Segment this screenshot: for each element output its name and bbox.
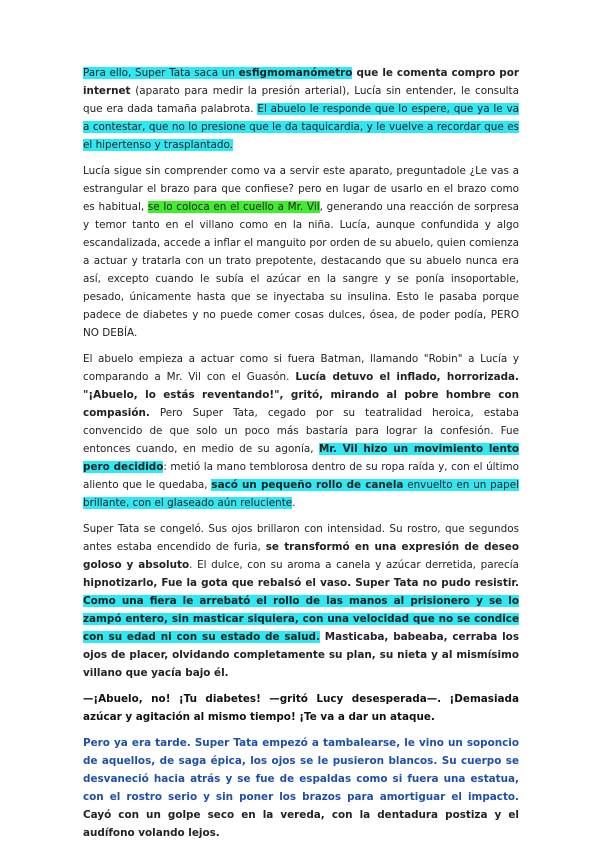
text-segment: : metió la mano temblorosa dentro de su ropa raída y, con el último aliento que le quedaba, — [83, 461, 519, 491]
text-segment: Pero ya era tarde. Super Tata empezó a tambalearse, le vino un soponcio de aquellos, de saga épica, los ojos se le pusieron blancos. Su cuerpo se desvaneció hacia atrás y se fue de espaldas como si fuera una estatua, con el rostro serio y sin poner los brazos para amortiguar el impacto. — [83, 737, 519, 803]
text-segment: Pero Super Tata, cegado por su teatralidad heroica, estaba convencido de que solo un poco más bastaría para lograr la confesión. Fue entonces cuando, en medio de su agonía, — [83, 407, 519, 455]
text-segment: El abuelo empieza a actuar como si fuera Batman, llamando "Robin" a Lucía y comparando a Mr. Vil con el Guasón. — [83, 353, 519, 383]
highlighted-text: se lo coloca en el cuello a Mr. Vil — [147, 201, 320, 213]
text-segment: Cayó con un golpe seco en la vereda, con la dentadura postiza y el audífono volando lejos. — [83, 809, 519, 839]
paragraph — [83, 690, 519, 726]
text-segment: . — [292, 497, 296, 509]
paragraph — [83, 734, 519, 842]
highlighted-text: El abuelo le responde que lo espere, que ya le va a contestar, que no lo presione que le da taquicardia, y le vuelve a recordar que es el hipertenso y trasplantado. — [83, 103, 519, 151]
paragraph — [83, 350, 519, 512]
paragraph — [83, 64, 519, 154]
text-segment: hipnotizarlo, Fue la gota que rebalsó el vaso. Super Tata no pudo resistir. — [83, 577, 519, 589]
highlighted-text: Para ello, Super Tata saca un — [83, 67, 239, 79]
highlighted-text: Mr. Vil hizo un movimiento lento pero decidido — [83, 443, 519, 473]
text-segment: —¡Abuelo, no! ¡Tu diabetes! —gritó Lucy desesperada—. ¡Demasiada azúcar y agitación al mismo tiempo! ¡Te va a dar un ataque. — [83, 693, 519, 723]
highlighted-text: sacó un pequeño rollo de canela — [211, 479, 404, 491]
text-segment: Lucía sigue sin comprender como va a servir este aparato, preguntadole ¿Le vas a estrangular el brazo para que confiese? pero en lugar de usarlo en el brazo como es habitual, — [83, 165, 519, 213]
text-segment: . El dulce, con su aroma a canela y azúcar derretida, parecía — [189, 559, 519, 571]
text-segment: Masticaba, babeaba, cerraba los ojos de placer, olvidando completamente su plan, su nieta y al mismísimo villano que yacía bajo él. — [83, 631, 520, 679]
paragraph — [83, 520, 519, 682]
document-page — [83, 64, 519, 850]
highlighted-text: Como una fiera le arrebató el rollo de las manos al prisionero y se lo zampó entero, sin masticar siquiera, con una velocidad que no se condice con su edad ni con su estado de salud. — [83, 595, 519, 643]
paragraph — [83, 162, 519, 342]
text-segment: Lucía detuvo el inflado, horrorizada. "¡Abuelo, lo estás reventando!", gritó, mirando al pobre hombre con compasión. — [83, 371, 519, 419]
highlighted-text: esfigmomanómetro — [238, 67, 353, 79]
text-segment: que le comenta compro por internet — [83, 67, 519, 97]
text-segment: Super Tata se congeló. Sus ojos brillaron con intensidad. Su rostro, que segundos antes estaba encendido de furia, — [83, 523, 519, 553]
text-segment: se transformó en una expresión de deseo goloso y absoluto — [83, 541, 519, 571]
highlighted-text: envuelto en un papel brillante, con el glaseado aún reluciente — [83, 479, 520, 509]
text-segment: , generando una reacción de sorpresa y temor tanto en el villano como en la niña. Lucía, aunque confundida y algo escandalizada, accede a inflar el manguito por orden de su abuelo, quien comienza a actuar y tratarla con un trato prepotente, destacando que su abuelo nunca era así, excepto cuando le subía el azúcar en la sangre y se ponía insoportable, pesado, únicamente hasta que se inyectaba su insulina. Esto le pasaba porque padece de diabetes y no puede comer cosas dulces, ósea, de poder podía, PERO NO DEBÍA. — [83, 201, 519, 339]
text-segment: (aparato para medir la presión arterial), Lucía sin entender, le consulta que era dada tamaña palabrota. — [83, 85, 519, 115]
